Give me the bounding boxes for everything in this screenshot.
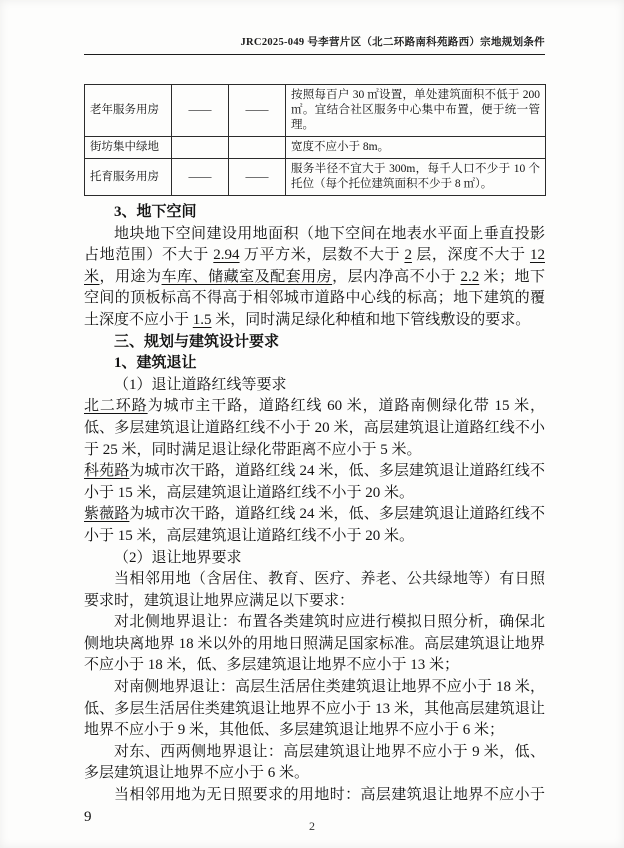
section-heading	[84, 353, 545, 375]
underlined-value: 2.2	[460, 268, 480, 285]
table-row	[85, 85, 546, 137]
paragraph	[84, 569, 545, 612]
dash-cell: ——	[229, 85, 286, 137]
text-run: 当相邻用地（含居住、教育、医疗、养老、公共绿地等）有日照要求时，建筑退让地界应满足以下要求：	[84, 571, 545, 609]
document-header	[84, 34, 545, 55]
spec-table-body	[85, 85, 546, 196]
text-run: 1、建筑退让	[114, 355, 197, 372]
paragraph	[84, 742, 545, 785]
page-number: 2	[309, 819, 315, 833]
text-run: 为城市主干路，道路红线 60 米，道路南侧绿化带 15 米，低、多层建筑退让道路红线不小于 20 米，高层建筑退让道路红线不小于 25 米，同时满足退让绿化带距离不应小于 5 米。	[84, 398, 545, 458]
text-run: 层，深度不大于	[411, 247, 530, 264]
text-run: 三、规划与建筑设计要求	[114, 333, 280, 350]
dash-cell	[229, 137, 286, 159]
text-run: 当相邻用地为无日照要求的用地时：高层建筑退让地界不应小于 9	[84, 787, 545, 825]
underlined-value: 科苑路	[84, 463, 130, 480]
text-run: 地块地下空间建设用地面积（地下空间在地表水平面上垂直投影占地范围）不大于	[84, 225, 545, 264]
underlined-value: 12 米	[84, 247, 545, 285]
text-run: ，用途为	[99, 268, 162, 285]
desc-cell: 按照每百户 30 ㎡设置，单处建筑面积不低于 200 ㎡。宜结合社区服务中心集中布置，便于统一管理。	[286, 85, 546, 137]
section-heading	[84, 202, 545, 224]
spec-table	[84, 84, 546, 196]
header-title: JRC2025-049 号李营片区（北二环路南科苑路西）宗地规划条件	[240, 37, 545, 48]
desc-cell: 服务半径不宜大于 300m，每千人口不少于 10 个托位（每个托位建筑面积不少于 8 ㎡）。	[286, 159, 546, 196]
text-run: 3、地下空间	[114, 204, 197, 220]
text-run: 为城市次干路，道路红线 24 米，低、多层建筑退让道路红线不小于 15 米，高层建筑退让道路红线不小于 20 米。	[84, 463, 545, 501]
underlined-value: 北二环路	[84, 398, 148, 415]
text-run: 对南侧地界退让：高层生活居住类建筑退让地界不应小于 18 米，低、多层生活居住类建筑退让地界不应小于 13 米，其他高层建筑退让地界不应小于 9 米，其他低、多层建筑退让地界不应小于 6 米；	[84, 679, 545, 739]
content	[84, 202, 545, 828]
dash-cell: ——	[172, 85, 229, 137]
table-row	[85, 137, 546, 159]
dash-cell	[172, 137, 229, 159]
desc-cell: 宽度不应小于 8m。	[286, 137, 546, 159]
text-run: 对北侧地界退让：布置各类建筑时应进行模拟日照分析，确保北侧地块离地界 18 米以外的用地日照满足国家标准。高层建筑退让地界不应小于 18 米，低、多层建筑退让地界不应小于 13 米；	[84, 614, 545, 674]
paragraph	[84, 677, 545, 742]
paragraph	[84, 375, 545, 397]
row-label-cell: 托育服务用房	[85, 159, 172, 196]
dash-cell: ——	[172, 159, 229, 196]
text-run: 米；地下空间的顶板标高不得高于相邻城市道路中心线的标高；地下建筑的覆土深度不应小于	[84, 268, 545, 328]
row-label-cell: 老年服务用房	[85, 85, 172, 137]
text-run: （1）退让道路红线等要求	[114, 376, 287, 393]
underlined-value: 紫薇路	[84, 506, 130, 523]
paragraph	[84, 504, 545, 547]
table-row	[85, 159, 546, 196]
paragraph	[84, 461, 545, 504]
paragraph	[84, 224, 545, 332]
underlined-value: 车库、储藏室及配套用房	[161, 268, 333, 285]
page-footer	[0, 819, 624, 834]
section-heading	[84, 332, 545, 354]
dash-cell: ——	[229, 159, 286, 196]
paragraph	[84, 396, 545, 461]
row-label-cell: 街坊集中绿地	[85, 137, 172, 159]
paragraph	[84, 548, 545, 570]
text-run: 为城市次干路，道路红线 24 米，低、多层建筑退让道路红线不小于 15 米，高层建筑退让道路红线不小于 20 米。	[84, 506, 545, 544]
underlined-value: 2.94	[213, 247, 240, 264]
text-run: 米，同时满足绿化种植和地下管线敷设的要求。	[211, 311, 531, 328]
text-run: 对东、西两侧地界退让：高层建筑退让地界不应小于 9 米，低、多层建筑退让地界不应小于 6 米。	[84, 743, 545, 782]
text-run: （2）退让地界要求	[114, 549, 242, 566]
paragraph	[84, 612, 545, 677]
underlined-value: 2	[404, 247, 412, 264]
text-run: ，层内净高不小于	[332, 268, 461, 285]
underlined-value: 1.5	[192, 311, 212, 328]
text-run: 万平方米，层数不大于	[239, 247, 405, 264]
